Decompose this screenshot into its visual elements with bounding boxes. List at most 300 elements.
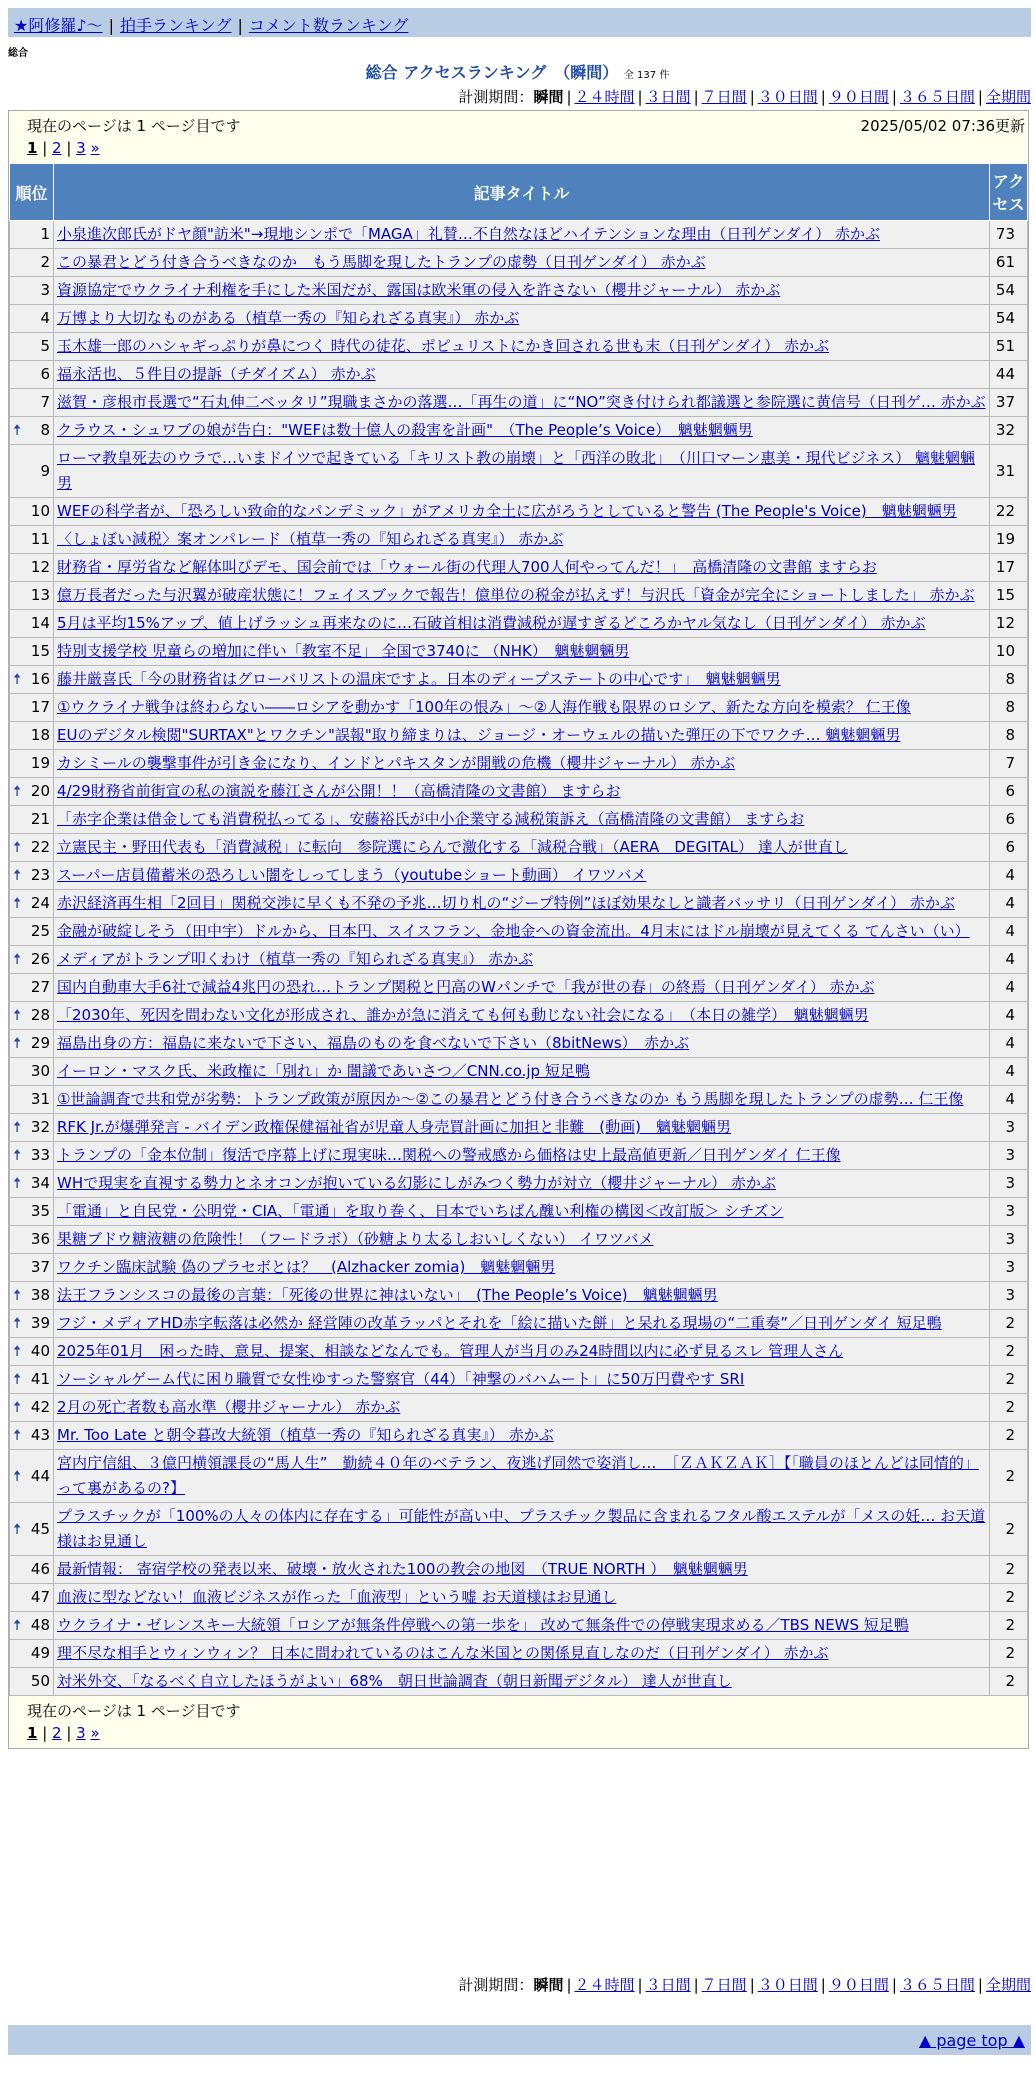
access-count: 2: [990, 1612, 1028, 1640]
table-row: [10, 1142, 1028, 1170]
table-row: [10, 1086, 1028, 1114]
article-link[interactable]: プラスチックが「100%の人々の体内に存在する」可能性が高い中、プラスチック製品に含まれるフタル酸エステルが「メスの妊… お天道様はお見通し: [57, 1507, 986, 1550]
rank-cell: [10, 1366, 54, 1394]
table-row: [10, 1338, 1028, 1366]
rank-cell: [10, 1114, 54, 1142]
up-arrow-icon: 🠅: [13, 670, 22, 688]
period-current: 瞬間: [533, 1976, 564, 1994]
table-row: [10, 1058, 1028, 1086]
title-cell: [54, 1584, 990, 1612]
rank-cell: [10, 1226, 54, 1254]
rank-number: 28: [30, 1006, 50, 1024]
article-link[interactable]: 最新情報： 寄宿学校の発表以来、破壊・放火された100の教会の地図 （TRUE NORTH ） 魑魅魍魎男: [57, 1560, 748, 1578]
article-link[interactable]: ①世論調査で共和党が劣勢：トランプ政策が原因か〜②この暴君とどう付き合うべきなのか もう馬脚を現したトランプの虚勢… 仁王像: [57, 1090, 964, 1108]
rank-cell: [10, 1310, 54, 1338]
access-count: 4: [990, 946, 1028, 974]
access-header: アクセス: [990, 164, 1028, 221]
article-link[interactable]: 4/29財務省前街宣の私の演説を藤江さんが公開！！（高橋清隆の文書館） ますらお: [57, 782, 621, 800]
period-separator: |: [693, 1976, 699, 1994]
pagination-top: [27, 139, 100, 157]
up-arrow-icon: 🠅: [13, 1034, 22, 1052]
title-cell: [54, 610, 990, 638]
article-link[interactable]: WEFの科学者が、「恐ろしい致命的なパンデミック」がアメリカ全土に広がろうとしていると警告 (The People's Voice) 魑魅魍魎男: [57, 502, 957, 520]
access-count: 54: [990, 305, 1028, 333]
access-count: 3: [990, 1198, 1028, 1226]
period-selector-bottom: [458, 1974, 1031, 1995]
rank-cell: [10, 1556, 54, 1584]
rank-cell: [10, 694, 54, 722]
table-row: [10, 554, 1028, 582]
article-link[interactable]: カシミールの襲撃事件が引き金になり、インドとパキスタンが開戦の危機（櫻井ジャーナル） 赤かぶ: [57, 754, 736, 772]
article-link[interactable]: 福永活也、５件目の提訴（チダイズム） 赤かぶ: [57, 365, 376, 383]
rank-cell: [10, 1612, 54, 1640]
access-count: 37: [990, 389, 1028, 417]
rank-number: 48: [30, 1616, 50, 1634]
rank-number: 37: [30, 1258, 50, 1276]
access-count: 7: [990, 750, 1028, 778]
table-row: [10, 1556, 1028, 1584]
article-link[interactable]: 万博より大切なものがある（植草一秀の『知られざる真実』） 赤かぶ: [57, 309, 520, 327]
rank-number: 1: [40, 225, 50, 243]
rank-cell: [10, 1394, 54, 1422]
rank-number: 13: [30, 586, 50, 604]
title-cell: [54, 1394, 990, 1422]
title-cell: [54, 389, 990, 417]
article-link[interactable]: メディアがトランプ叩くわけ（植草一秀の『知られざる真実』） 赤かぶ: [57, 950, 534, 968]
title-cell: [54, 445, 990, 498]
table-row: [10, 694, 1028, 722]
rank-number: 11: [30, 530, 50, 548]
rank-number: 24: [30, 894, 50, 912]
period-separator: |: [820, 88, 826, 106]
rank-cell: [10, 862, 54, 890]
title-cell: [54, 305, 990, 333]
period-link[interactable]: 全期間: [985, 1976, 1031, 1994]
table-row: [10, 1503, 1028, 1556]
up-arrow-icon: 🠅: [13, 782, 22, 800]
access-count: 22: [990, 498, 1028, 526]
access-count: 44: [990, 361, 1028, 389]
up-arrow-icon: 🠅: [13, 1174, 22, 1192]
article-link[interactable]: 〈しょぼい減税〉案オンパレード（植草一秀の『知られざる真実』） 赤かぶ: [57, 530, 564, 548]
title-cell: [54, 1640, 990, 1668]
rank-cell: [10, 333, 54, 361]
table-row: [10, 1422, 1028, 1450]
next-page-link[interactable]: »: [90, 139, 100, 157]
rank-header: 順位: [10, 164, 54, 221]
table-row: [10, 1170, 1028, 1198]
rank-number: 40: [30, 1342, 50, 1360]
page-title: [0, 60, 1035, 83]
article-link[interactable]: ワクチン臨床試験 偽のプラセボとは？ (Alzhacker zomia) 魑魅魍魎男: [57, 1258, 556, 1276]
article-link[interactable]: 滋賀・彦根市長選で“石丸伸二ベッタリ”現職まさかの落選…「再生の道」に“NO”突き付けられ都議選と参院選に黄信号（日刊ゲ… 赤かぶ: [57, 393, 986, 411]
rank-number: 9: [40, 461, 50, 480]
page-info-top: [9, 111, 1028, 163]
title-cell: [54, 1254, 990, 1282]
rank-number: 6: [40, 365, 50, 383]
article-link[interactable]: WHで現実を直視する勢力とネオコンが抱いている幻影にしがみつく勢力が対立（櫻井ジャーナル） 赤かぶ: [57, 1174, 776, 1192]
rank-cell: [10, 305, 54, 333]
title-cell: [54, 1503, 990, 1556]
access-count: 19: [990, 526, 1028, 554]
next-page-link[interactable]: »: [90, 1724, 100, 1742]
access-count: 2: [990, 1394, 1028, 1422]
rank-cell: [10, 666, 54, 694]
title-cell: [54, 918, 990, 946]
title-cell: [54, 1142, 990, 1170]
article-link[interactable]: 5月は平均15%アップ、値上げラッシュ再来なのに…石破首相は消費減税が遅すぎるどころかヤル気なし（日刊ゲンダイ） 赤かぶ: [57, 614, 926, 632]
rank-number: 33: [30, 1146, 50, 1164]
access-count: 54: [990, 277, 1028, 305]
rank-number: 14: [30, 614, 50, 632]
article-link[interactable]: 血液に型などない！血液ビジネスが作った「血液型」という嘘 お天道様はお見通し: [57, 1588, 617, 1606]
table-row: [10, 277, 1028, 305]
table-row: [10, 974, 1028, 1002]
period-link[interactable]: ３日間: [645, 88, 691, 106]
page-info-bottom: [9, 1696, 1028, 1748]
rank-number: 22: [30, 838, 50, 856]
rank-number: 29: [30, 1034, 50, 1052]
article-link[interactable]: EUのデジタル検閲"SURTAX"とワクチン"誤報"取り締まりは、ジョージ・オーウェルの描いた弾圧の下でワクチ… 魑魅魍魎男: [57, 726, 901, 744]
article-link[interactable]: 財務省・厚労省など解体叫びデモ、国会前では「ウォール街の代理人700人何やってんだ！」 高橋清隆の文書館 ますらお: [57, 558, 877, 576]
period-link[interactable]: ３０日間: [757, 88, 818, 106]
access-count: 6: [990, 806, 1028, 834]
title-cell: [54, 1058, 990, 1086]
rank-cell: [10, 638, 54, 666]
article-link[interactable]: 「2030年、死因を問わない文化が形成され、誰かが急に消えても何も動じない社会になる」 （本日の雑学） 魑魅魍魎男: [57, 1006, 869, 1024]
rank-number: 15: [30, 642, 50, 660]
rank-number: 38: [30, 1286, 50, 1304]
current-page-text: 現在のページは 1 ページ目です: [27, 117, 241, 135]
article-link[interactable]: 2025年01月 困った時、意見、提案、相談などなんでも。管理人が当月のみ24時間以内に必ず見るスレ 管理人さん: [57, 1342, 844, 1360]
article-link[interactable]: 「電通」と自民党・公明党・CIA、「電通」を取り巻く、日本でいちばん醜い利権の構図＜改訂版＞ シチズン: [57, 1202, 784, 1220]
access-count: 2: [990, 1338, 1028, 1366]
rank-cell: [10, 582, 54, 610]
title-cell: [54, 1226, 990, 1254]
access-count: 61: [990, 249, 1028, 277]
table-row: [10, 582, 1028, 610]
clap-ranking-link[interactable]: 拍手ランキング: [119, 16, 232, 35]
title-cell: [54, 1310, 990, 1338]
up-arrow-icon: 🠅: [13, 1370, 22, 1388]
rank-number: 36: [30, 1230, 50, 1248]
page-link[interactable]: 2: [52, 1724, 62, 1742]
rank-number: 47: [30, 1588, 50, 1606]
title-cell: [54, 694, 990, 722]
period-link[interactable]: ３０日間: [757, 1976, 818, 1994]
rank-number: 18: [30, 726, 50, 744]
table-row: [10, 1198, 1028, 1226]
bottom-bar: [8, 2025, 1031, 2055]
rank-cell: [10, 1338, 54, 1366]
article-link[interactable]: 玉木雄一郎のハシャギっぷりが鼻につく 時代の徒花、ポピュリストにかき回される世も末（日刊ゲンダイ） 赤かぶ: [57, 337, 829, 355]
page-separator: |: [61, 139, 77, 157]
article-link[interactable]: Mr. Too Late と朝令暮改大統領（植草一秀の『知られざる真実』） 赤かぶ: [57, 1426, 554, 1444]
rank-cell: [10, 918, 54, 946]
article-link[interactable]: 金融が破綻しそう（田中宇）ドルから、日本円、スイスフラン、金地金への資金流出。4月末にはドル崩壊が見えてくる てんさい（い）: [57, 922, 970, 940]
rank-cell: [10, 1086, 54, 1114]
article-link[interactable]: クラウス・シュワブの娘が告白："WEFは数十億人の殺害を計画" （The People’s Voice） 魑魅魍魎男: [57, 421, 753, 439]
table-row: [10, 834, 1028, 862]
article-link[interactable]: トランプの「金本位制」復活で序幕上げに現実味…関税への警戒感から価格は史上最高値更新／日刊ゲンダイ 仁王像: [57, 1146, 841, 1164]
rank-number: 2: [40, 253, 50, 271]
rank-cell: [10, 1584, 54, 1612]
title-cell: [54, 1198, 990, 1226]
up-arrow-icon: 🠅: [13, 1118, 22, 1136]
article-link[interactable]: 赤沢経済再生相「2回目」関税交渉に早くも不発の予兆…切り札の“ジープ特例”ほぼ効果なしと識者バッサリ（日刊ゲンダイ） 赤かぶ: [57, 894, 955, 912]
period-link[interactable]: ３６５日間: [899, 1976, 975, 1994]
rank-cell: [10, 1503, 54, 1556]
article-link[interactable]: 小泉進次郎氏がドヤ顔"訪米"→現地シンポで「MAGA」礼賛…不自然なほどハイテンションな理由（日刊ゲンダイ） 赤かぶ: [57, 225, 880, 243]
rank-number: 45: [30, 1519, 50, 1538]
table-row: [10, 722, 1028, 750]
up-arrow-icon: 🠅: [13, 1519, 22, 1538]
table-row: [10, 361, 1028, 389]
rank-cell: [10, 1450, 54, 1503]
access-count: 3: [990, 1114, 1028, 1142]
access-count: 4: [990, 974, 1028, 1002]
rank-number: 41: [30, 1370, 50, 1388]
access-count: 3: [990, 1254, 1028, 1282]
up-arrow-icon: 🠅: [13, 838, 22, 856]
table-row: [10, 498, 1028, 526]
rank-cell: [10, 750, 54, 778]
rank-number: 35: [30, 1202, 50, 1220]
access-count: 2: [990, 1503, 1028, 1556]
pagination-bottom: [27, 1724, 100, 1742]
table-row: [10, 862, 1028, 890]
rank-number: 32: [30, 1118, 50, 1136]
article-link[interactable]: 福島出身の方：福島に来ないで下さい、福島のものを食べないで下さい（8bitNews） 赤かぶ: [57, 1034, 690, 1052]
table-row: [10, 305, 1028, 333]
period-link[interactable]: ３６５日間: [899, 88, 975, 106]
article-link[interactable]: ①ウクライナ戦争は終わらない――ロシアを動かす「100年の恨み」〜②人海作戦も限界のロシア、新たな方向を模索？ 仁王像: [57, 698, 911, 716]
rank-cell: [10, 277, 54, 305]
rank-number: 39: [30, 1314, 50, 1332]
article-link[interactable]: ソーシャルゲーム代に困り職質で女性ゆすった警察官（44）「神撃のバハムート」に50万円費やす SRI: [57, 1370, 745, 1388]
site-home-link[interactable]: ★阿修羅♪〜: [14, 16, 103, 35]
article-link[interactable]: 藤井厳喜氏「今の財務省はグローバリストの温床ですよ。日本のディープステートの中心です」 魑魅魍魎男: [57, 670, 781, 688]
article-link[interactable]: 宮内庁信組、３億円横領課長の“馬人生” 勤続４０年のベテラン、夜逃げ同然で姿消し… ［ＺＡＫＺＡＫ］【「職員のほとんどは同情的」って裏があるの?】: [57, 1454, 979, 1497]
rank-cell: [10, 445, 54, 498]
table-row: [10, 1254, 1028, 1282]
access-count: 2: [990, 1310, 1028, 1338]
period-separator: |: [820, 1976, 826, 1994]
title-cell: [54, 778, 990, 806]
article-link[interactable]: 資源協定でウクライナ利権を手にした米国だが、露国は欧米軍の侵入を許さない（櫻井ジャーナル） 赤かぶ: [57, 281, 781, 299]
title-cell: [54, 1668, 990, 1696]
access-count: 6: [990, 778, 1028, 806]
table-row: [10, 1584, 1028, 1612]
access-count: 4: [990, 862, 1028, 890]
title-cell: [54, 498, 990, 526]
rank-number: 21: [30, 810, 50, 828]
period-link[interactable]: ７日間: [701, 1976, 747, 1994]
rank-cell: [10, 249, 54, 277]
article-link[interactable]: ウクライナ・ゼレンスキー大統領「ロシアが無条件停戦への第一歩を」 改めて無条件での停戦実現求める／TBS NEWS 短足鴨: [57, 1616, 909, 1634]
table-row: [10, 249, 1028, 277]
period-label: 計測期間：: [458, 88, 534, 106]
table-row: [10, 526, 1028, 554]
rank-number: 12: [30, 558, 50, 576]
rank-number: 46: [30, 1560, 50, 1578]
table-row: [10, 1002, 1028, 1030]
rank-number: 50: [30, 1672, 50, 1690]
period-link[interactable]: 全期間: [985, 88, 1031, 106]
title-cell: [54, 1612, 990, 1640]
rank-number: 31: [30, 1090, 50, 1108]
category-label: 総合: [8, 48, 28, 59]
title-cell: [54, 1556, 990, 1584]
period-link[interactable]: ２４時間: [574, 88, 635, 106]
rank-cell: [10, 1282, 54, 1310]
rank-cell: [10, 1002, 54, 1030]
page-link[interactable]: 3: [76, 1724, 86, 1742]
rank-number: 17: [30, 698, 50, 716]
up-arrow-icon: 🠅: [13, 894, 22, 912]
up-arrow-icon: 🠅: [13, 1146, 22, 1164]
access-count: 3: [990, 1142, 1028, 1170]
title-cell: [54, 722, 990, 750]
access-count: 32: [990, 417, 1028, 445]
rank-number: 30: [30, 1062, 50, 1080]
rank-number: 3: [40, 281, 50, 299]
period-separator: |: [566, 1976, 572, 1994]
rank-number: 26: [30, 950, 50, 968]
access-count: 2: [990, 1584, 1028, 1612]
page-link[interactable]: 2: [52, 139, 62, 157]
article-link[interactable]: 2月の死亡者数も高水準（櫻井ジャーナル） 赤かぶ: [57, 1398, 401, 1416]
article-link[interactable]: 億万長者だった与沢翼が破産状態に！フェイスブックで報告！億単位の税金が払えず！与沢氏「資金が完全にショートしました」 赤かぶ: [57, 586, 975, 604]
rank-cell: [10, 389, 54, 417]
access-count: 4: [990, 918, 1028, 946]
access-count: 8: [990, 722, 1028, 750]
rank-number: 16: [30, 670, 50, 688]
period-link[interactable]: ９０日間: [828, 88, 889, 106]
table-row: [10, 610, 1028, 638]
article-link[interactable]: この暴君とどう付き合うべきなのか もう馬脚を現したトランプの虚勢（日刊ゲンダイ） 赤かぶ: [57, 253, 706, 271]
period-separator: |: [637, 88, 643, 106]
title-cell: [54, 1422, 990, 1450]
rank-cell: [10, 526, 54, 554]
table-row: [10, 1114, 1028, 1142]
article-link[interactable]: 対米外交、「なるべく自立したほうがよい」68% 朝日世論調査（朝日新聞デジタル） 達人が世直し: [57, 1672, 732, 1690]
title-cell: [54, 1282, 990, 1310]
article-link[interactable]: 「赤字企業は借金しても消費税払ってる」、安藤裕氏が中小企業守る減税策訴え（高橋清隆の文書館） ますらお: [57, 810, 805, 828]
period-link[interactable]: ９０日間: [828, 1976, 889, 1994]
title-cell: [54, 333, 990, 361]
article-link[interactable]: RFK Jr.が爆弾発言 - バイデン政権保健福祉省が児童人身売買計画に加担と非難 (動画) 魑魅魍魎男: [57, 1118, 731, 1136]
rank-cell: [10, 361, 54, 389]
period-separator: |: [977, 88, 983, 106]
rank-number: 19: [30, 754, 50, 772]
rank-number: 10: [30, 502, 50, 520]
title-cell: [54, 1086, 990, 1114]
rank-number: 34: [30, 1174, 50, 1192]
title-cell: [54, 526, 990, 554]
article-link[interactable]: 特別支援学校 児童らの増加に伴い「教室不足」 全国で3740に （NHK） 魑魅魍魎男: [57, 642, 630, 660]
article-link[interactable]: イーロン・マスク氏、米政権に「別れ」か 闇議であいさつ／CNN.co.jp 短足鴨: [57, 1062, 590, 1080]
period-link[interactable]: ７日間: [701, 88, 747, 106]
period-link[interactable]: ２４時間: [574, 1976, 635, 1994]
rank-number: 49: [30, 1644, 50, 1662]
ranking-rows: [10, 221, 1028, 1696]
rank-number: 5: [40, 337, 50, 355]
title-cell: [54, 582, 990, 610]
comment-ranking-link[interactable]: コメント数ランキング: [248, 16, 409, 35]
table-row: [10, 1450, 1028, 1503]
access-count: 2: [990, 1668, 1028, 1696]
article-link[interactable]: 立憲民主・野田代表も「消費減税」に転向 参院選にらんで激化する「減税合戦」（AERA DEGITAL） 達人が世直し: [57, 838, 848, 856]
article-link[interactable]: ローマ教皇死去のウラで…いまドイツで起きている「キリスト教の崩壊」と「西洋の敗北」 （川口マーン惠美・現代ビジネス） 魑魅魍魎男: [57, 449, 975, 492]
access-count: 4: [990, 1086, 1028, 1114]
article-link[interactable]: フジ・メディアHD赤字転落は必然か 経営陣の改革ラッパとそれを「絵に描いた餅」と呆れる現場の“二重奏”／日刊ゲンダイ 短足鴨: [57, 1314, 942, 1332]
table-row: [10, 1226, 1028, 1254]
up-arrow-icon: 🠅: [13, 1342, 22, 1360]
title-cell: [54, 249, 990, 277]
table-row: [10, 1310, 1028, 1338]
up-arrow-icon: 🠅: [13, 1398, 22, 1416]
title-cell: [54, 946, 990, 974]
article-link[interactable]: 果糖ブドウ糖液糖の危険性！（フードラボ）（砂糖より太るしおいしくない） イワツバメ: [57, 1230, 654, 1248]
table-row: [10, 445, 1028, 498]
title-cell: [54, 806, 990, 834]
table-row: [10, 806, 1028, 834]
rank-cell: [10, 417, 54, 445]
rank-cell: [10, 1142, 54, 1170]
article-link[interactable]: 理不尽な相手とウィンウィン？ 日本に問われているのはこんな米国との関係見直しなのだ（日刊ゲンダイ） 赤かぶ: [57, 1644, 829, 1662]
access-count: 2: [990, 1450, 1028, 1503]
up-arrow-icon: 🠅: [13, 1426, 22, 1444]
table-row: [10, 750, 1028, 778]
page-separator: |: [37, 139, 53, 157]
period-link[interactable]: ３日間: [645, 1976, 691, 1994]
ranking-box: [8, 110, 1029, 1749]
article-link[interactable]: 法王フランシスコの最後の言葉：「死後の世界に神はいない」 (The People’s Voice) 魑魅魍魎男: [57, 1286, 718, 1304]
table-row: [10, 417, 1028, 445]
period-separator: |: [891, 88, 897, 106]
period-separator: |: [749, 88, 755, 106]
access-count: 4: [990, 1002, 1028, 1030]
table-row: [10, 1394, 1028, 1422]
table-row: [10, 1030, 1028, 1058]
rank-cell: [10, 806, 54, 834]
up-arrow-icon: 🠅: [13, 1466, 22, 1485]
article-link[interactable]: スーパー店員備蓄米の恐ろしい闇をしってしまう（youtubeショート動画） イワツバメ: [57, 866, 647, 884]
rank-cell: [10, 722, 54, 750]
access-count: 8: [990, 666, 1028, 694]
article-link[interactable]: 国内自動車大手6社で減益4兆円の恐れ…トランプ関税と円高のWパンチで「我が世の春」の終焉（日刊ゲンダイ） 赤かぶ: [57, 978, 875, 996]
table-row: [10, 946, 1028, 974]
rank-cell: [10, 610, 54, 638]
title-cell: [54, 1030, 990, 1058]
page-link[interactable]: 3: [76, 139, 86, 157]
rank-cell: [10, 834, 54, 862]
current-page-text: 現在のページは 1 ページ目です: [27, 1702, 241, 1720]
period-separator: |: [891, 1976, 897, 1994]
table-row: [10, 638, 1028, 666]
title-header: 記事タイトル: [54, 164, 990, 221]
access-count: 2: [990, 1556, 1028, 1584]
nav-separator: |: [237, 16, 243, 35]
period-separator: |: [566, 88, 572, 106]
table-row: [10, 333, 1028, 361]
up-arrow-icon: 🠅: [13, 1006, 22, 1024]
title-cell: [54, 361, 990, 389]
access-count: 3: [990, 1170, 1028, 1198]
page-top-link[interactable]: ▲ page top ▲: [918, 2031, 1025, 2050]
access-count: 10: [990, 638, 1028, 666]
